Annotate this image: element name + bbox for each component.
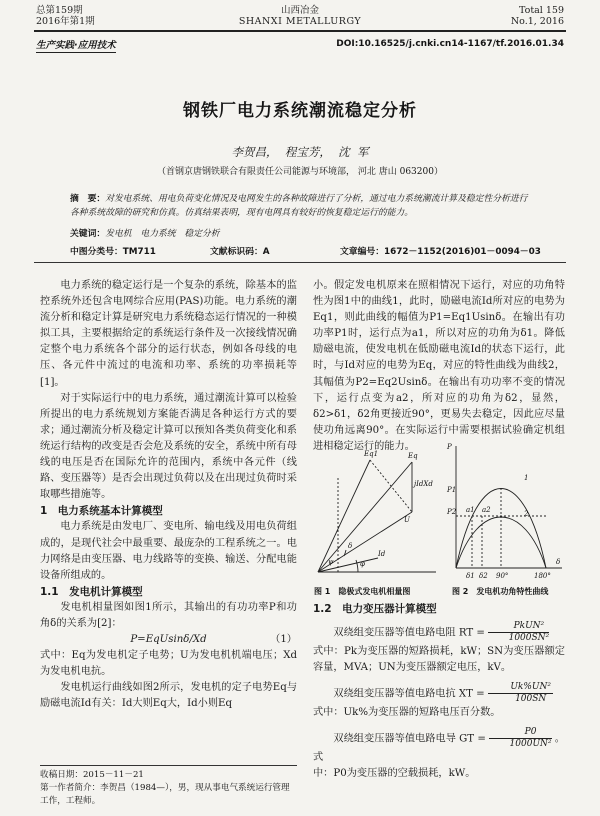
section-1-paragraph: 电力系统是由发电厂、变电所、输电线及用电负荷组成的，是现代社会中最重要、最庞杂的工程系统之一。电力网络是由变压器、电力线路等的变换、输送、分配电能设备所组成的。 [40,521,297,581]
equation-1-explanation: 式中：Eq为发电机定子电势；U为发电机机端电压；Xd为发电机电抗。 [40,650,297,678]
section-1-2-heading: 1.2 电力变压器计算模型 [313,603,437,615]
fig1-id-vector [318,558,378,572]
fig2-label-p2: P2 [447,508,457,516]
fig2-label-curve-2: 2 [524,510,529,518]
footnote [40,765,297,808]
reactance-numerator: Uk%UN² [488,682,553,694]
left-column [40,278,297,713]
journal-name-en: SHANXI METALLURGY [238,16,362,27]
conductance-numerator: P0 [489,727,551,739]
fig2-label-delta2: δ2 [479,572,488,580]
figure-2-caption: 图 2 发电机功角特性曲线 [452,587,549,596]
doi: DOI:10.16525/j.cnki.cn14-1167/tf.2016.01.34 [336,39,564,49]
equation-1-body: P=EqUsinδ/Xd [130,634,207,646]
fig2-label-delta1: δ1 [466,572,475,580]
figure-1-phasor-diagram [308,446,442,581]
conductance-fraction [489,727,551,750]
total-issue-en: Total 159 [519,5,564,16]
doc-code [210,244,270,257]
category-label: 生产实践·应用技术 [36,37,116,53]
right-column [313,278,565,455]
abstract-text: 对发电系统、用电负荷变化情况及电网发生的各种故障进行了分析，通过电力系统潮流计算及稳定性分析进行各种系统故障的研究和仿真。仿真结果表明，现有电网具有较好的恢复稳定运行的能力。 [70,194,528,218]
resistance-fraction [488,621,549,644]
fig2-label-a1: a1 [466,506,475,514]
fig2-label-curve-1: 1 [524,474,529,482]
doc-code-value: A [262,247,270,257]
header-rule [34,30,566,32]
fig1-label-phi: φ [360,560,365,568]
keywords [70,226,220,239]
section-1-1-heading: 1.1 发电机计算模型 [40,585,143,598]
clc-code [70,244,156,257]
conductance-formula [313,727,565,766]
article-number [340,244,541,257]
affiliation: （首钢京唐钢铁联合有限责任公司能源与环境部， 河北 唐山 063200） [157,167,443,177]
fig1-label-jidxd: jIdXd [414,480,433,488]
abstract-label: 摘 要： [70,194,106,204]
figure-2-power-angle-curves [446,440,566,582]
resistance-explanation: 式中：Pk为变压器的短路损耗，kW；SN为变压器额定容量，MVA；UN为变压器额定电压，kV。 [313,646,565,674]
intro-paragraph-2: 对于实际运行中的电力系统，通过潮流计算可以检验所提出的电力系统规划方案能否满足各种运行方式的要求；通过潮流分析及稳定计算可以预知各类负荷变化和系统运行结构的改变是否会危及系统的安全，系统中所有母线的电压是否在国际允许的范围内，系统中各元件（线路、变压器等）是否会出现过负荷以及在出现过负荷时采取哪些措施等。 [40,392,297,501]
fig2-label-delta-axis: δ [556,558,561,566]
article-number-label: 文章编号： [340,247,384,257]
generator-curve-paragraph-cont: 小。假定发电机原来在照相情况下运行，对应的功角特性为图1中的曲线1，此时，励磁电流Id所对应的电势为Eq1，则此曲线的幅值为P1=Eq1Usinδ。在输出有功功率P1时，运行点为a1，所以对应的功角为δ1。降低励磁电流，使发电机在低励磁电流Id的状态下运行，此时，与Id对应的电势为Eq，对应的特性曲线为曲线2，其幅值为P2=Eq2Usinδ。在输出有功功率不变的情况下，运行点变为a2，所对应的功角为δ2，显然，δ2>δ1，δ2角更接近90°，更易失去稳定，因此应尽量使功角远离90°。在实际运行中需要根据试验确定机组进相稳定运行的能力。 [313,280,565,452]
fig1-label-eq: Eq [408,452,418,460]
doc-code-label: 文献标识码： [210,247,263,257]
journal-name-cn: 山西冶金 [280,5,319,16]
authors: 李贺昌， 程宝芳， 沈 军 [231,145,369,159]
generator-model-paragraph: 发电机相量图如图1所示，其输出的有功功率P和功角δ的关系为[2]： [40,601,297,629]
fig2-label-180: 180° [534,572,551,580]
received-date: 收稿日期：2015－11－21 [40,770,144,780]
clc-value: TM711 [122,247,156,257]
conductance-formula-lead: 双绕组变压器等值电路电导 GT = [333,733,486,745]
resistance-numerator: PkUN² [488,621,549,633]
section-1-heading: 1 电力系统基本计算模型 [40,505,163,518]
fig1-label-id: Id [378,550,386,558]
fig1-label-u: U [404,516,410,524]
conductance-denominator: 1000UN² [509,739,552,750]
abstract-rule [34,262,566,263]
resistance-formula [313,621,565,644]
keywords-label: 关键词： [70,229,106,239]
journal-issue-right [511,5,564,27]
reactance-formula-lead: 双绕组变压器等值电路电抗 XT = [333,688,485,700]
article-title: 钢铁厂电力系统潮流稳定分析 [183,101,417,121]
keywords-text: 发电机 电力系统 稳定分析 [105,229,220,239]
fig1-label-delta: δ [348,542,353,550]
total-issue-cn: 总第159期 [36,5,83,16]
reactance-denominator: 100SN [515,694,547,705]
generator-curve-paragraph: 发电机运行曲线如图2所示，发电机的定子电势Eq与励磁电流Id有关：Id大则Eq大，Id小则Eq [40,682,297,710]
figure-1-caption: 图 1 隐极式发电机相量图 [314,587,411,596]
reactance-fraction [488,682,553,705]
abstract [70,192,534,220]
clc-label: 中图分类号： [70,247,123,257]
intro-paragraph-1: 电力系统的稳定运行是一个复杂的系统，除基本的监控系统外还包含电网综合应用(PAS)功能。电力系统的潮流分析和稳定计算是研究电力系统稳态运行情况的一种模拟工具，主要根据给定的系统运行条件及一次接线情况确定整个电力系统各个部分的运行状态，例如各母线的电压、各元件中流过的电流和功率、系统的功率损耗等[1]。 [40,280,297,388]
author-bio: 第一作者简介：李贺昌（1984—），男，现从事电气系统运行管理工作，工程师。 [40,783,290,806]
conductance-formula-tail: 。式 [313,733,565,764]
fig1-label-eq1: Eq1 [364,450,379,458]
article-number-value: 1672－1152(2016)01－0094－03 [384,247,541,257]
fig2-label-p1: P1 [447,486,457,494]
fig2-label-p: P [447,443,452,451]
reactance-formula [313,682,565,705]
reactance-explanation: 式中：Uk%为变压器的短路电压百分数。 [313,707,501,719]
equation-1-number: （1） [270,634,297,646]
resistance-denominator: 1000SN² [508,633,550,644]
equation-1 [40,632,297,648]
year-issue-cn: 2016年第1期 [36,16,95,27]
right-column-lower [313,601,565,783]
year-issue-en: No.1, 2016 [510,16,564,27]
fig1-label-psi: ψ [328,558,334,566]
fig1-eq-vector [318,462,412,572]
fig2-label-a2: a2 [482,506,491,514]
conductance-explanation: 中：P0为变压器的空载损耗，kW。 [313,768,476,780]
resistance-formula-lead: 双绕组变压器等值电路电阻 RT = [333,627,485,639]
fig1-phi-arc [356,560,358,572]
fig2-label-90: 90° [496,572,509,580]
